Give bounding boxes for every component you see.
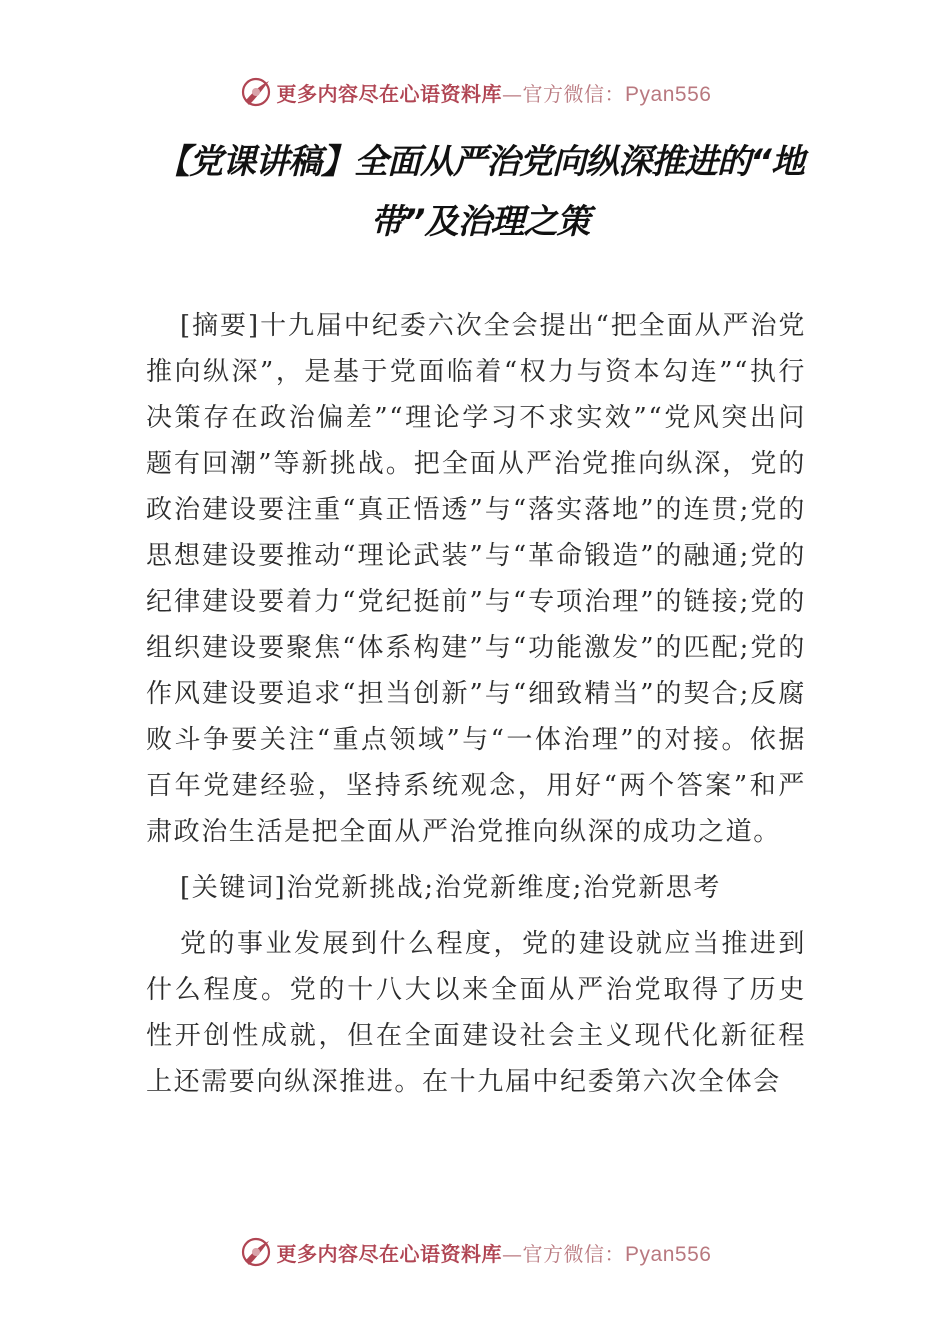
header-watermark: [0, 72, 950, 112]
watermark-text: [277, 78, 712, 107]
watermark-brand: 更多内容尽在心语资料库: [276, 81, 503, 106]
keywords-paragraph: [关键词]治党新挑战;治党新维度;治党新思考: [180, 873, 722, 903]
watermark-brand: 更多内容尽在心语资料库: [276, 1241, 503, 1266]
watermark-wechat-id: Pyan556: [625, 82, 712, 106]
watermark-text: [277, 1238, 712, 1267]
watermark-wechat-id: Pyan556: [625, 1242, 712, 1266]
document-title: 【党课讲稿】全面从严治党向纵深推进的“地带”及治理之策: [156, 142, 804, 242]
document-body: [146, 303, 806, 1105]
watermark-separator: —: [502, 81, 523, 106]
body-paragraph: 党的事业发展到什么程度，党的建设就应当推进到什么程度。党的十八大以来全面从严治党取得了历史性开创性成就，但在全面建设社会主义现代化新征程上还需要向纵深推进。在十九届中纪委第六次全体会: [146, 929, 806, 1097]
watermark-logo-icon: [239, 1235, 273, 1269]
footer-watermark: [0, 1232, 950, 1272]
watermark-official: 官方微信：: [522, 81, 626, 106]
watermark-separator: —: [502, 1241, 523, 1266]
abstract-paragraph: [摘要]十九届中纪委六次全会提出“把全面从严治党推向纵深”，是基于党面临着“权力与资本勾连”“执行决策存在政治偏差”“理论学习不求实效”“党风突出问题有回潮”等新挑战。把全面从严治党推向纵深，党的政治建设要注重“真正悟透”与“落实落地”的连贯;党的思想建设要推动“理论武装”与“革命锻造”的融通;党的纪律建设要着力“党纪挺前”与“专项治理”的链接;党的组织建设要聚焦“体系构建”与“功能激发”的匹配;党的作风建设要追求“担当创新”与“细致精当”的契合;反腐败斗争要关注“重点领域”与“一体治理”的对接。依据百年党建经验，坚持系统观念，用好“两个答案”和严肃政治生活是把全面从严治党推向纵深的成功之道。: [146, 311, 806, 847]
watermark-logo-icon: [239, 75, 273, 109]
watermark-official: 官方微信：: [522, 1241, 626, 1266]
